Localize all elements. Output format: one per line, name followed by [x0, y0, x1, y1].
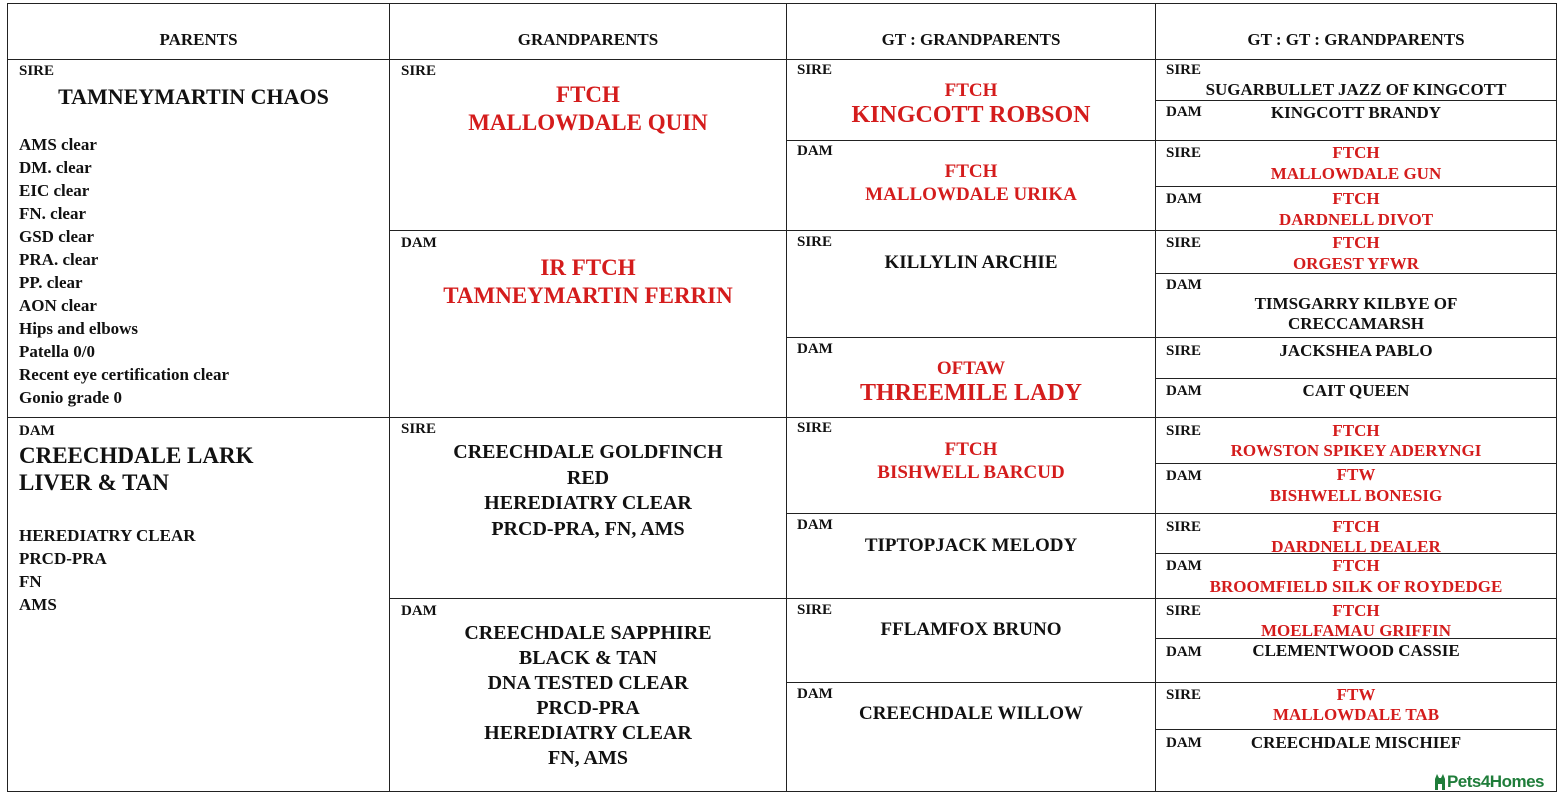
grandparent-dam-dam-cell [389, 598, 787, 792]
gt-gt-grandparent-cell [1155, 59, 1557, 101]
sire-label: SIRE [797, 234, 833, 250]
gt-gt-grandparent-name-line: CRECCAMARSH [1288, 314, 1424, 333]
gt-grandparent-name: THREEMILE LADY [859, 380, 1083, 406]
header-gt-grandparents [786, 3, 1156, 60]
gt-gt-grandparent-cell [1155, 598, 1557, 639]
gt-gt-grandparent-cell [1155, 553, 1557, 599]
health-item: PP. clear [19, 273, 83, 292]
grandparent-sire-sire-cell [389, 59, 787, 231]
gt-gt-grandparent-name: BISHWELL BONESIG [1269, 486, 1443, 505]
gt-gt-grandparent-cell [1155, 513, 1557, 554]
health-item: GSD clear [19, 227, 95, 246]
dam-label: DAM [1166, 558, 1202, 574]
sire-label: SIRE [1166, 62, 1202, 78]
grandparent-details [390, 440, 786, 542]
gt-gt-grandparent-cell [1155, 186, 1557, 231]
dam-label: DAM [797, 143, 833, 159]
gt-grandparent-title: FTCH [944, 161, 998, 182]
gt-gt-grandparent-name: KINGCOTT BRANDY [1270, 103, 1442, 122]
parent-dam-name-line: CREECHDALE LARK [19, 443, 254, 468]
gt-gt-grandparent-name: BROOMFIELD SILK OF ROYDEDGE [1209, 577, 1503, 596]
gt-grandparent-name: BISHWELL BARCUD [877, 462, 1065, 483]
gt-gt-grandparent-name: CREECHDALE MISCHIEF [1250, 733, 1462, 752]
header-gt-grandparents-text: GT : GRANDPARENTS [881, 30, 1061, 49]
gt-grandparent-cell [786, 337, 1156, 418]
sire-label: SIRE [19, 63, 55, 79]
sire-label: SIRE [1166, 145, 1202, 161]
grandparent-health: FN, AMS [548, 747, 628, 769]
gt-gt-grandparent-title: FTCH [1332, 556, 1380, 575]
header-parents-text: PARENTS [159, 30, 238, 49]
gt-grandparent-name: FFLAMFOX BRUNO [880, 619, 1062, 640]
gt-grandparent-cell [786, 140, 1156, 231]
gt-gt-grandparent-name: CAIT QUEEN [1302, 381, 1410, 400]
health-item: DM. clear [19, 158, 92, 177]
gt-grandparent-cell [786, 682, 1156, 792]
sire-label: SIRE [1166, 687, 1202, 703]
parent-dam-cell [7, 417, 390, 792]
sire-label: SIRE [1166, 235, 1202, 251]
gt-gt-grandparent-cell [1155, 230, 1557, 274]
gt-gt-grandparent-cell [1155, 337, 1557, 379]
gt-gt-grandparent-name: SUGARBULLET JAZZ OF KINGCOTT [1205, 80, 1507, 99]
dam-label: DAM [1166, 383, 1202, 399]
gt-gt-grandparent-cell [1155, 638, 1557, 683]
gt-gt-grandparent-name: MOELFAMAU GRIFFIN [1261, 621, 1451, 640]
dam-label: DAM [19, 423, 55, 439]
gt-gt-grandparent-cell [1155, 682, 1557, 730]
dam-label: DAM [1166, 644, 1202, 660]
grandparent-name: CREECHDALE GOLDFINCH [453, 441, 723, 463]
gt-grandparent-title: OFTAW [936, 358, 1006, 379]
parent-dam-health [19, 524, 196, 616]
grandparent-health: HEREDIATRY CLEAR [484, 492, 692, 514]
sire-label: SIRE [401, 63, 437, 79]
gt-gt-grandparent-name: MALLOWDALE GUN [1270, 164, 1442, 183]
gt-grandparent-name: TIPTOPJACK MELODY [864, 535, 1078, 556]
grandparent-name: MALLOWDALE QUIN [468, 110, 708, 135]
gt-gt-grandparent-cell [1155, 273, 1557, 338]
grandparent-health: PRCD-PRA [536, 697, 640, 719]
sire-label: SIRE [1166, 519, 1202, 535]
header-parents [7, 3, 390, 60]
dam-label: DAM [797, 341, 833, 357]
gt-gt-grandparent-title: FTCH [1332, 143, 1380, 162]
grandparent-health: DNA TESTED CLEAR [487, 672, 689, 694]
sire-label: SIRE [1166, 603, 1202, 619]
health-item: Hips and elbows [19, 319, 139, 338]
parent-sire-health [19, 133, 229, 409]
dam-label: DAM [797, 517, 833, 533]
grandparent-title: FTCH [556, 82, 620, 107]
gt-grandparent-name: KINGCOTT ROBSON [851, 102, 1091, 128]
gt-gt-grandparent-title: FTW [1336, 685, 1376, 704]
parent-sire-name: TAMNEYMARTIN CHAOS [58, 84, 329, 109]
sire-label: SIRE [1166, 423, 1202, 439]
gt-grandparent-cell [786, 417, 1156, 514]
gt-gt-grandparent-title: FTCH [1332, 421, 1380, 440]
grandparent-health: HEREDIATRY CLEAR [484, 722, 692, 744]
sire-label: SIRE [401, 421, 437, 437]
dam-label: DAM [1166, 277, 1202, 293]
health-item: FN. clear [19, 204, 87, 223]
sire-label: SIRE [1166, 343, 1202, 359]
gt-gt-grandparent-cell [1155, 100, 1557, 141]
grandparent-health: PRCD-PRA, FN, AMS [491, 517, 685, 540]
gt-gt-grandparent-name: ROWSTON SPIKEY ADERYNGI [1230, 441, 1482, 460]
gt-gt-grandparent-title: FTCH [1332, 233, 1380, 252]
dam-label: DAM [401, 235, 437, 251]
header-gt-gt-grandparents [1155, 3, 1557, 60]
header-gt-gt-grandparents-text: GT : GT : GRANDPARENTS [1247, 30, 1465, 49]
gt-gt-grandparent-title: FTCH [1332, 517, 1380, 536]
header-grandparents-text: GRANDPARENTS [517, 30, 659, 49]
logo-text: Pets4Homes [1446, 772, 1544, 791]
gt-gt-grandparent-cell [1155, 417, 1557, 464]
header-grandparents [389, 3, 787, 60]
grandparent-name: CREECHDALE SAPPHIRE [464, 622, 712, 644]
gt-gt-grandparent-cell [1155, 463, 1557, 514]
grandparent-color: RED [566, 466, 610, 489]
gt-gt-grandparent-name-line: TIMSGARRY KILBYE OF [1254, 294, 1458, 313]
health-item: Gonio grade 0 [19, 388, 122, 407]
gt-grandparent-name: KILLYLIN ARCHIE [884, 252, 1058, 273]
gt-grandparent-title: FTCH [944, 80, 998, 101]
pets4homes-logo [1434, 772, 1544, 792]
gt-gt-grandparent-title: FTW [1336, 465, 1376, 484]
sire-label: SIRE [797, 420, 833, 436]
gt-gt-grandparent-name: DARDNELL DIVOT [1278, 210, 1434, 229]
health-item: PRCD-PRA [19, 549, 107, 568]
health-item: Patella 0/0 [19, 342, 96, 361]
grandparent-color: BLACK & TAN [518, 647, 658, 669]
health-item: AON clear [19, 296, 97, 315]
gt-gt-grandparent-name: ORGEST YFWR [1292, 254, 1420, 273]
sire-label: SIRE [797, 62, 833, 78]
gt-gt-grandparent-cell [1155, 140, 1557, 187]
gt-grandparent-title: FTCH [944, 439, 998, 460]
health-item: PRA. clear [19, 250, 99, 269]
health-item: EIC clear [19, 181, 90, 200]
gt-grandparent-name: MALLOWDALE URIKA [865, 184, 1077, 205]
dam-label: DAM [797, 686, 833, 702]
health-item: HEREDIATRY CLEAR [19, 526, 196, 545]
dam-label: DAM [1166, 468, 1202, 484]
pet-silhouette-icon [1434, 772, 1446, 790]
grandparent-dam-sire-cell [389, 417, 787, 599]
dam-label: DAM [1166, 104, 1202, 120]
gt-gt-grandparent-name [1156, 294, 1556, 334]
gt-grandparent-cell [786, 598, 1156, 683]
dam-label: DAM [1166, 191, 1202, 207]
grandparent-sire-dam-cell [389, 230, 787, 418]
grandparent-details [390, 621, 786, 771]
gt-gt-grandparent-name: MALLOWDALE TAB [1272, 705, 1440, 724]
health-item: FN [19, 572, 42, 591]
gt-grandparent-cell [786, 513, 1156, 599]
health-item: AMS [19, 595, 57, 614]
gt-grandparent-cell [786, 59, 1156, 141]
dam-label: DAM [401, 603, 437, 619]
gt-grandparent-cell [786, 230, 1156, 338]
sire-label: SIRE [797, 602, 833, 618]
gt-gt-grandparent-title: FTCH [1332, 601, 1380, 620]
dam-label: DAM [1166, 735, 1202, 751]
health-item: Recent eye certification clear [19, 365, 230, 384]
gt-gt-grandparent-name: CLEMENTWOOD CASSIE [1252, 641, 1460, 660]
gt-gt-grandparent-name: JACKSHEA PABLO [1279, 341, 1433, 360]
gt-grandparent-name: CREECHDALE WILLOW [858, 703, 1083, 724]
gt-gt-grandparent-title: FTCH [1332, 189, 1380, 208]
health-item: AMS clear [19, 135, 97, 154]
grandparent-title: IR FTCH [540, 255, 636, 280]
parent-dam-name [19, 442, 254, 496]
parent-dam-color-line: LIVER & TAN [19, 470, 169, 495]
gt-gt-grandparent-name: DARDNELL DEALER [1271, 537, 1441, 556]
gt-gt-grandparent-cell [1155, 378, 1557, 418]
grandparent-name: TAMNEYMARTIN FERRIN [443, 283, 733, 308]
parent-sire-cell [7, 59, 390, 418]
